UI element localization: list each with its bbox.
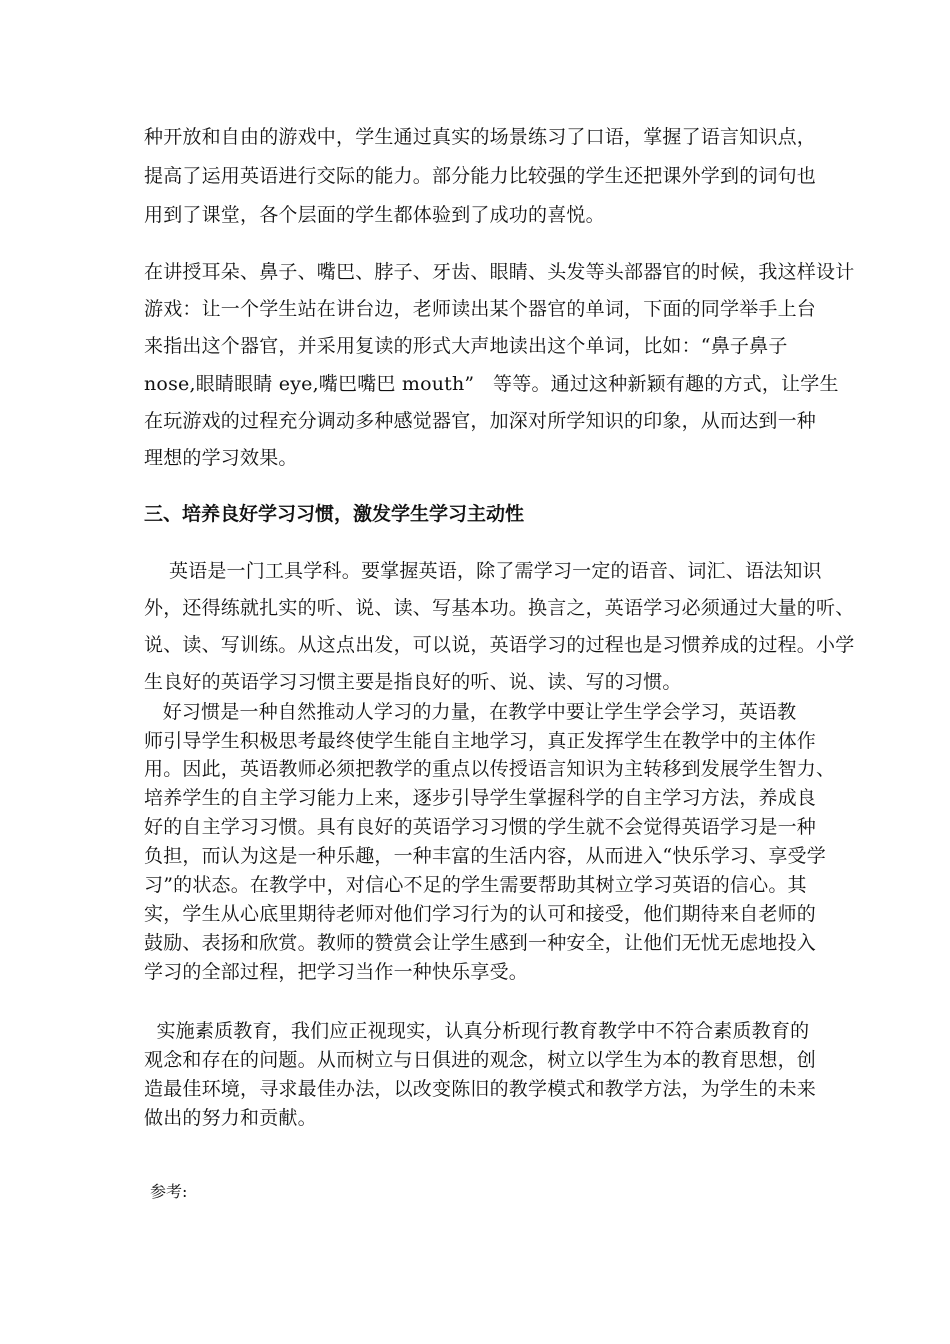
- text-line: 习”的状态。在教学中，对信心不足的学生需要帮助其树立学习英语的信心。其: [144, 874, 807, 896]
- section-heading: 三、培养良好学习习惯，激发学生学习主动性: [144, 503, 525, 525]
- text-line: 种开放和自由的游戏中，学生通过真实的场景练习了口语，掌握了语言知识点，: [144, 126, 817, 148]
- text-line: 师引导学生积极思考最终使学生能自主地学习，真正发挥学生在教学中的主体作: [144, 730, 817, 752]
- text-line: nose,眼睛眼睛 eye,嘴巴嘴巴 mouth” 等等。通过这种新颖有趣的方式，让学生: [144, 373, 839, 395]
- text-line: 实施素质教育，我们应正视现实，认真分析现行教育教学中不符合素质教育的: [144, 1020, 810, 1042]
- text-line: 造最佳环境，寻求最佳办法，以改变陈旧的教学模式和教学方法，为学生的未来: [144, 1078, 817, 1100]
- references-label: 参考:: [150, 1182, 188, 1201]
- text-line: 用。因此，英语教师必须把教学的重点以传授语言知识为主转移到发展学生智力、: [144, 758, 836, 780]
- text-line: 游戏：让一个学生站在讲台边，老师读出某个器官的单词，下面的同学举手上台: [144, 298, 817, 320]
- text-line: 英语是一门工具学科。要掌握英语，除了需学习一定的语音、词汇、语法知识: [144, 560, 822, 582]
- text-line: 学习的全部过程，把学习当作一种快乐享受。: [144, 961, 529, 983]
- text-line: 负担，而认为这是一种乐趣，一种丰富的生活内容，从而进入“快乐学习、享受学: [144, 845, 826, 867]
- text-line: 提高了运用英语进行交际的能力。部分能力比较强的学生还把课外学到的词句也: [144, 165, 817, 187]
- text-line: 鼓励、表扬和欣赏。教师的赞赏会让学生感到一种安全，让他们无忧无虑地投入: [144, 932, 817, 954]
- text-line: 用到了课堂，各个层面的学生都体验到了成功的喜悦。: [144, 204, 605, 226]
- text-line: 说、读、写训练。从这点出发，可以说，英语学习的过程也是习惯养成的过程。小学: [144, 634, 855, 656]
- text-line: 生良好的英语学习习惯主要是指良好的听、说、读、写的习惯。: [144, 671, 682, 693]
- text-line: 做出的努力和贡献。: [144, 1107, 317, 1129]
- text-line: 外，还得练就扎实的听、说、读、写基本功。换言之，英语学习必须通过大量的听、: [144, 597, 855, 619]
- text-line: 理想的学习效果。: [144, 447, 298, 469]
- text-line: 好的自主学习习惯。具有良好的英语学习习惯的学生就不会觉得英语学习是一种: [144, 816, 817, 838]
- text-line: 在讲授耳朵、鼻子、嘴巴、脖子、牙齿、眼睛、头发等头部器官的时候，我这样设计: [144, 261, 855, 283]
- text-line: 实，学生从心底里期待老师对他们学习行为的认可和接受，他们期待来自老师的: [144, 903, 817, 925]
- text-line: 培养学生的自主学习能力上来，逐步引导学生掌握科学的自主学习方法，养成良: [144, 787, 817, 809]
- text-line: 观念和存在的问题。从而树立与日俱进的观念，树立以学生为本的教育思想，创: [144, 1049, 817, 1071]
- text-line: 来指出这个器官，并采用复读的形式大声地读出这个单词，比如：“鼻子鼻子: [144, 335, 788, 357]
- text-line: 在玩游戏的过程充分调动多种感觉器官，加深对所学知识的印象，从而达到一种: [144, 410, 817, 432]
- text-line: 好习惯是一种自然推动人学习的力量，在教学中要让学生学会学习，英语教: [144, 701, 797, 723]
